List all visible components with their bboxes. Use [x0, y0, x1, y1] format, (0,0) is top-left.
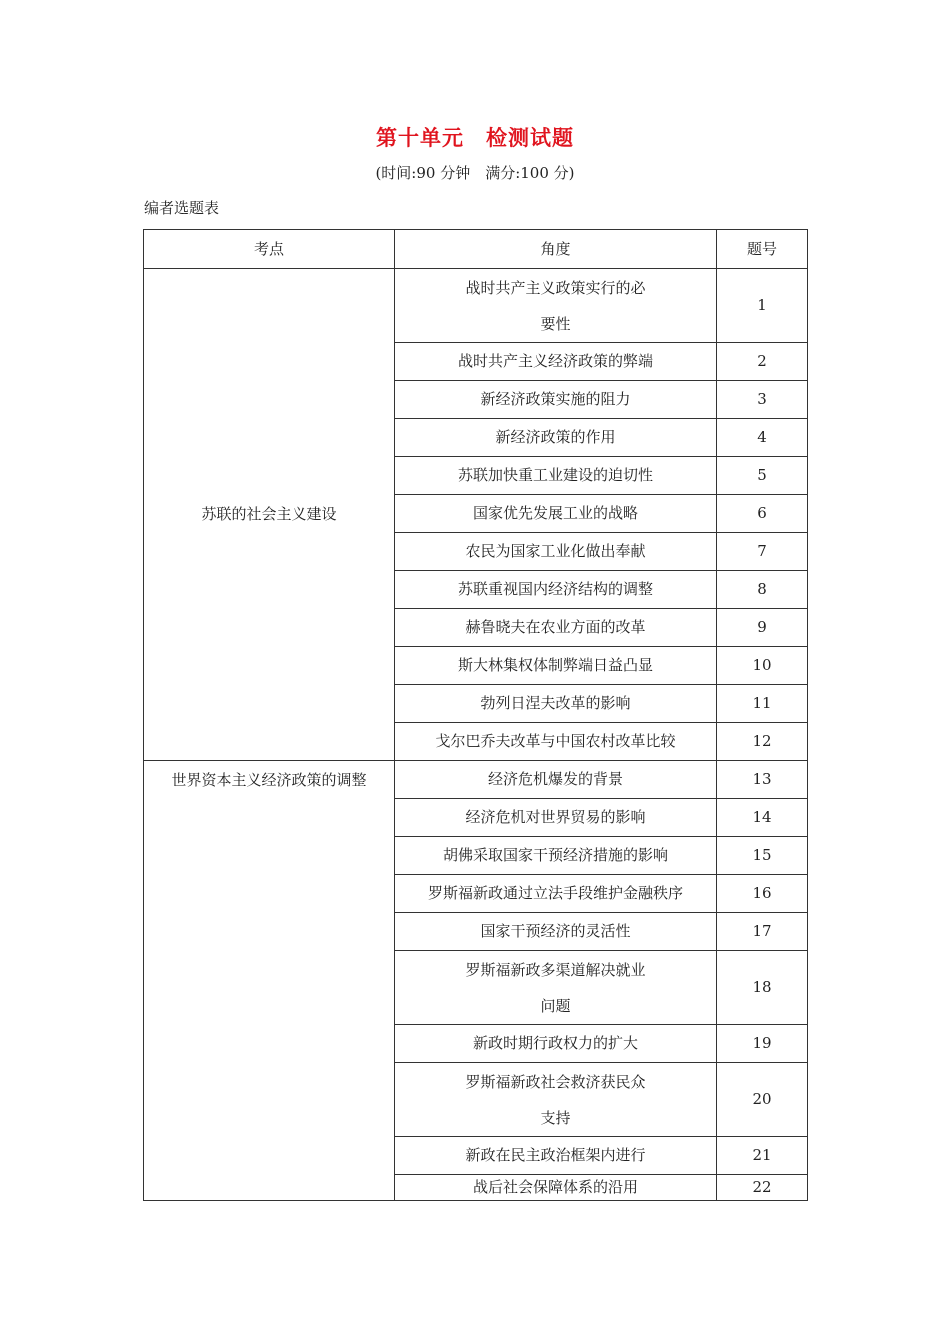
question-number-cell: 20: [717, 1063, 808, 1137]
table-body: [144, 269, 808, 1201]
table-label: 编者选题表: [144, 199, 220, 217]
header-point: 考点: [144, 230, 395, 269]
angle-cell: 农民为国家工业化做出奉献: [395, 533, 717, 571]
question-number-cell: 8: [717, 571, 808, 609]
question-number-cell: 18: [717, 951, 808, 1025]
angle-cell: 经济危机对世界贸易的影响: [395, 799, 717, 837]
question-number-cell: 21: [717, 1137, 808, 1175]
angle-cell: 战时共产主义政策实行的必 要性: [395, 269, 717, 343]
angle-cell: 戈尔巴乔夫改革与中国农村改革比较: [395, 723, 717, 761]
angle-cell: 新经济政策实施的阻力: [395, 381, 717, 419]
topic-cell: 苏联的社会主义建设: [144, 269, 395, 761]
angle-cell: 战后社会保障体系的沿用: [395, 1175, 717, 1201]
question-number-cell: 13: [717, 761, 808, 799]
angle-cell: 经济危机爆发的背景: [395, 761, 717, 799]
angle-cell: 国家优先发展工业的战略: [395, 495, 717, 533]
question-number-cell: 11: [717, 685, 808, 723]
question-number-cell: 5: [717, 457, 808, 495]
topic-cell: 世界资本主义经济政策的调整: [144, 761, 395, 1201]
angle-cell: 国家干预经济的灵活性: [395, 913, 717, 951]
question-number-cell: 12: [717, 723, 808, 761]
question-number-cell: 6: [717, 495, 808, 533]
question-number-cell: 14: [717, 799, 808, 837]
header-number: 题号: [717, 230, 808, 269]
question-number-cell: 15: [717, 837, 808, 875]
question-number-cell: 2: [717, 343, 808, 381]
angle-cell: 赫鲁晓夫在农业方面的改革: [395, 609, 717, 647]
question-number-cell: 9: [717, 609, 808, 647]
question-number-cell: 10: [717, 647, 808, 685]
angle-cell: 新经济政策的作用: [395, 419, 717, 457]
question-number-cell: 1: [717, 269, 808, 343]
table-row: [144, 269, 808, 343]
question-number-cell: 22: [717, 1175, 808, 1201]
angle-cell: 罗斯福新政社会救济获民众 支持: [395, 1063, 717, 1137]
question-number-cell: 4: [717, 419, 808, 457]
question-selection-table: [143, 229, 808, 1201]
question-number-cell: 17: [717, 913, 808, 951]
page-subtitle: (时间:90 分钟 满分:100 分): [375, 164, 575, 182]
angle-cell: 罗斯福新政通过立法手段维护金融秩序: [395, 875, 717, 913]
question-number-cell: 19: [717, 1025, 808, 1063]
angle-cell: 勃列日涅夫改革的影响: [395, 685, 717, 723]
angle-cell: 新政在民主政治框架内进行: [395, 1137, 717, 1175]
angle-cell: 战时共产主义经济政策的弊端: [395, 343, 717, 381]
question-number-cell: 16: [717, 875, 808, 913]
angle-cell: 新政时期行政权力的扩大: [395, 1025, 717, 1063]
angle-cell: 罗斯福新政多渠道解决就业 问题: [395, 951, 717, 1025]
question-number-cell: 7: [717, 533, 808, 571]
table-row: [144, 761, 808, 799]
angle-cell: 胡佛采取国家干预经济措施的影响: [395, 837, 717, 875]
question-number-cell: 3: [717, 381, 808, 419]
table-header-row: [144, 230, 808, 269]
angle-cell: 斯大林集权体制弊端日益凸显: [395, 647, 717, 685]
angle-cell: 苏联重视国内经济结构的调整: [395, 571, 717, 609]
page-title: 第十单元 检测试题: [376, 125, 574, 150]
header-angle: 角度: [395, 230, 717, 269]
angle-cell: 苏联加快重工业建设的迫切性: [395, 457, 717, 495]
